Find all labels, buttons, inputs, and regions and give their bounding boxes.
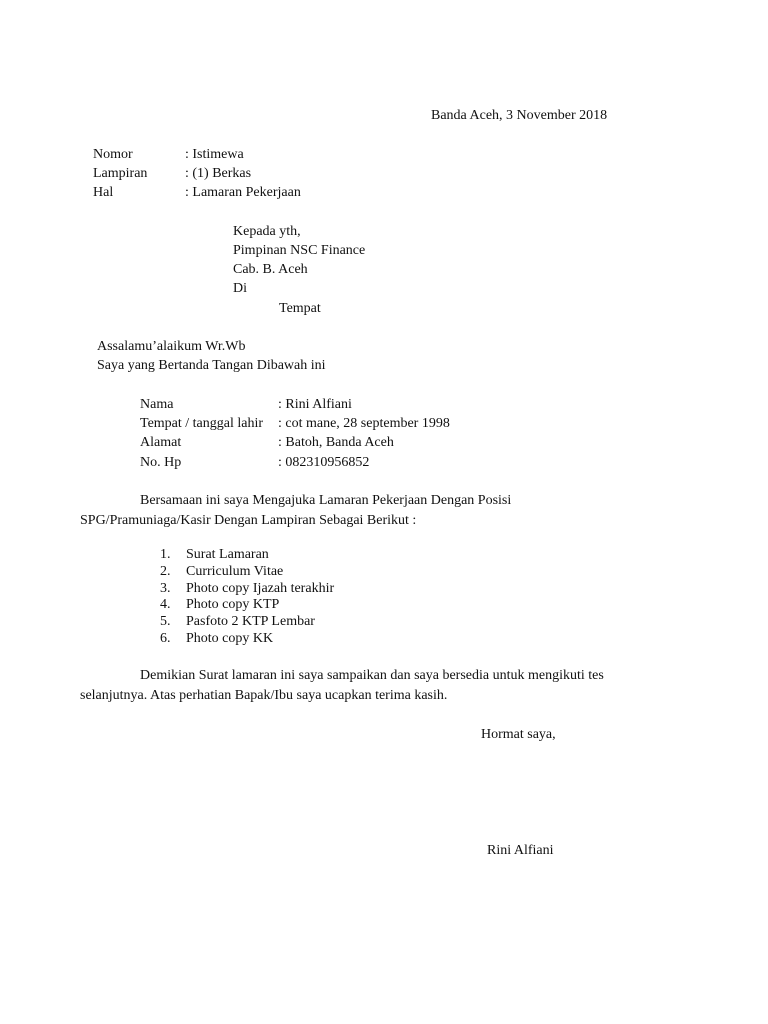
applicant-value-ttl: : cot mane, 28 september 1998 <box>278 416 450 431</box>
header-value-hal: : Lamaran Pekerjaan <box>185 185 301 200</box>
applicant-value-hp: : 082310956852 <box>278 455 370 470</box>
applicant-label-hp: No. Hp <box>140 455 182 470</box>
closing-line-2: selanjutnya. Atas perhatian Bapak/Ibu saya ucapkan terima kasih. <box>80 688 448 703</box>
attachments-list <box>160 547 334 648</box>
applicant-label-nama: Nama <box>140 397 174 412</box>
salutation: Assalamu’alaikum Wr.Wb <box>97 339 246 354</box>
recipient-branch: Cab. B. Aceh <box>233 262 308 277</box>
list-item: 3. Photo copy Ijazah terakhir <box>160 580 335 596</box>
recipient-greeting: Kepada yth, <box>233 224 301 239</box>
recipient-name: Pimpinan NSC Finance <box>233 243 366 258</box>
header-label-hal: Hal <box>93 185 114 200</box>
recipient-place: Tempat <box>279 301 321 316</box>
list-item: 1. Surat Lamaran <box>160 547 269 562</box>
header-label-lampiran: Lampiran <box>93 166 148 181</box>
list-item: 2. Curriculum Vitae <box>160 563 284 579</box>
applicant-value-nama: : Rini Alfiani <box>278 397 352 412</box>
body-line-1: Bersamaan ini saya Mengajuka Lamaran Pekerjaan Dengan Posisi <box>140 493 512 508</box>
applicant-label-alamat: Alamat <box>140 435 182 450</box>
body-line-2: SPG/Pramuniaga/Kasir Dengan Lampiran Sebagai Berikut : <box>80 513 417 528</box>
list-item: 5. Pasfoto 2 KTP Lembar <box>160 614 315 630</box>
header-label-nomor: Nomor <box>93 147 133 162</box>
list-item: 4. Photo copy KTP <box>160 597 280 613</box>
letter-date: Banda Aceh, 3 November 2018 <box>431 108 608 123</box>
intro-line: Saya yang Bertanda Tangan Dibawah ini <box>97 358 326 373</box>
list-item: 6. Photo copy KK <box>160 630 274 646</box>
signature-name: Rini Alfiani <box>487 843 554 858</box>
recipient-di: Di <box>233 281 247 296</box>
regards: Hormat saya, <box>481 727 556 742</box>
applicant-label-ttl: Tempat / tanggal lahir <box>140 416 264 431</box>
applicant-value-alamat: : Batoh, Banda Aceh <box>278 435 394 450</box>
header-value-lampiran: : (1) Berkas <box>185 166 252 181</box>
closing-line-1: Demikian Surat lamaran ini saya sampaikan dan saya bersedia untuk mengikuti tes <box>140 668 604 683</box>
header-value-nomor: : Istimewa <box>185 147 244 162</box>
